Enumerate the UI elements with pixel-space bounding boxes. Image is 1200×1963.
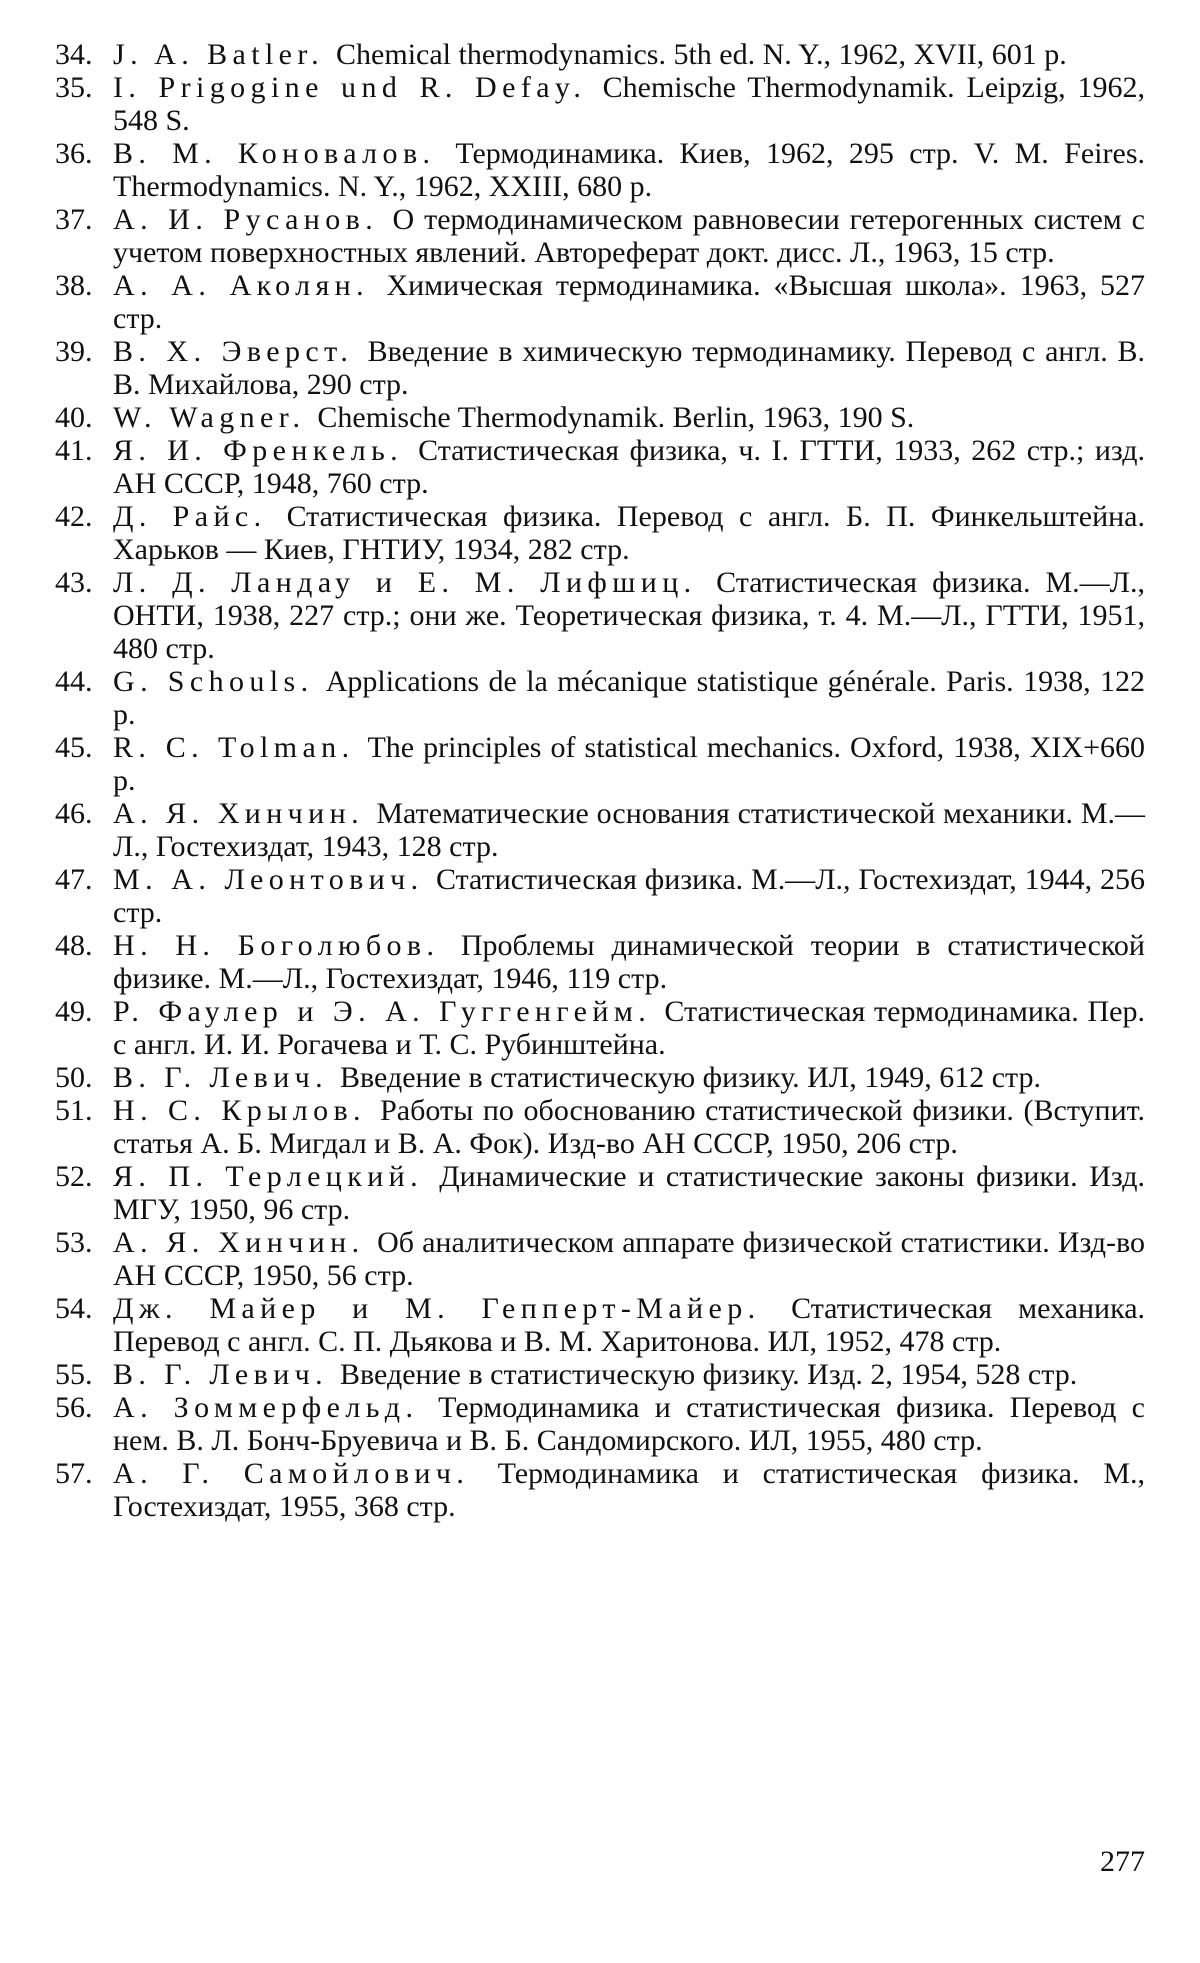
reference-item <box>55 1160 1145 1226</box>
reference-text: Термодинамика и статистическая физика. Перевод с нем. В. Л. Бонч-Бруевича и В. Б. Сандомирского. ИЛ, 1955, 480 стр. <box>113 1391 1146 1457</box>
reference-number: 57. <box>55 1457 93 1490</box>
reference-number: 37. <box>55 203 93 236</box>
reference-text: Проблемы динамической теории в статистической физике. М.—Л., Гостехиздат, 1946, 119 стр. <box>113 929 1145 995</box>
reference-item <box>55 665 1145 731</box>
reference-item <box>55 335 1145 401</box>
reference-number: 39. <box>55 335 93 368</box>
reference-author: I. Prigogine und R. Defay. <box>113 71 587 104</box>
reference-number: 42. <box>55 500 93 533</box>
reference-text: Статистическая физика, ч. I. ГТТИ, 1933, 262 стр.; изд. АН СССР, 1948, 760 стр. <box>113 434 1145 500</box>
page-number: 277 <box>1100 1845 1145 1878</box>
reference-author: Н. С. Крылов. <box>113 1094 366 1127</box>
reference-author: Н. Н. Боголюбов. <box>113 929 440 962</box>
reference-number: 38. <box>55 269 93 302</box>
reference-number: 46. <box>55 797 93 830</box>
reference-item <box>55 995 1145 1061</box>
reference-text: Chemische Thermodynamik. Berlin, 1963, 190 S. <box>317 401 915 434</box>
reference-item <box>55 731 1145 797</box>
reference-author: А. И. Русанов. <box>113 203 379 236</box>
reference-page <box>55 38 1145 1523</box>
reference-item <box>55 863 1145 929</box>
reference-author: А. Я. Хинчин. <box>113 1226 365 1259</box>
reference-number: 56. <box>55 1391 93 1424</box>
reference-number: 54. <box>55 1292 93 1325</box>
reference-number: 55. <box>55 1358 93 1391</box>
reference-item <box>55 1292 1145 1358</box>
reference-text: Статистическая физика. М.—Л., ОНТИ, 1938, 227 стр.; они же. Теоретическая физика, т. 4. М.—Л., ГТТИ, 1951, 480 стр. <box>113 566 1146 665</box>
reference-text: Введение в статистическую физику. ИЛ, 1949, 612 стр. <box>340 1061 1041 1094</box>
reference-text: Статистическая термодинамика. Пер. с англ. И. И. Рогачева и Т. С. Рубинштейна. <box>113 995 1145 1061</box>
reference-number: 41. <box>55 434 93 467</box>
reference-text: Работы по обоснованию статистической физики. (Вступит. статья А. Б. Мигдал и В. А. Фок). Изд-во АН СССР, 1950, 206 стр. <box>113 1094 1146 1160</box>
reference-text: Applications de la mécanique statistique générale. Paris. 1938, 122 p. <box>113 665 1146 731</box>
reference-item <box>55 1358 1145 1391</box>
reference-author: А. Я. Хинчин. <box>113 797 364 830</box>
reference-number: 52. <box>55 1160 93 1193</box>
reference-item <box>55 1391 1145 1457</box>
reference-item <box>55 203 1145 269</box>
reference-number: 35. <box>55 71 93 104</box>
reference-item <box>55 500 1145 566</box>
reference-author: R. C. Tolman. <box>113 731 355 764</box>
reference-item <box>55 71 1145 137</box>
reference-text: Термодинамика. Киев, 1962, 295 стр. V. M. Feires. Thermodynamics. N. Y., 1962, XXIII, 680 p. <box>113 137 1145 203</box>
reference-author: Я. И. Френкель. <box>113 434 404 467</box>
reference-text: Статистическая физика. М.—Л., Гостехиздат, 1944, 256 стр. <box>113 863 1146 929</box>
reference-item <box>55 434 1145 500</box>
reference-text: Chemical thermodynamics. 5th ed. N. Y., 1962, XVII, 601 p. <box>336 38 1067 71</box>
reference-number: 53. <box>55 1226 93 1259</box>
reference-author: Л. Д. Ландау и Е. М. Лифшиц. <box>113 566 697 599</box>
reference-number: 44. <box>55 665 93 698</box>
reference-item <box>55 401 1145 434</box>
reference-item <box>55 1457 1145 1523</box>
reference-author: В. Г. Левич. <box>113 1358 329 1391</box>
reference-item <box>55 137 1145 203</box>
reference-author: J. A. Batler. <box>113 38 325 71</box>
reference-number: 51. <box>55 1094 93 1127</box>
reference-number: 40. <box>55 401 93 434</box>
reference-author: А. А. Аколян. <box>113 269 370 302</box>
reference-text: Химическая термодинамика. «Высшая школа». 1963, 527 стр. <box>113 269 1145 335</box>
reference-item <box>55 929 1145 995</box>
reference-item <box>55 1061 1145 1094</box>
reference-list <box>55 38 1145 1523</box>
reference-number: 47. <box>55 863 93 896</box>
reference-item <box>55 1094 1145 1160</box>
reference-text: Chemische Thermodynamik. Leipzig, 1962, 548 S. <box>113 71 1145 137</box>
reference-author: Р. Фаулер и Э. А. Гуггенгейм. <box>113 995 652 1028</box>
reference-author: G. Schouls. <box>113 665 314 698</box>
reference-item <box>55 1226 1145 1292</box>
reference-text: О термодинамическом равновесии гетерогенных систем с учетом поверхностных явлений. Автореферат докт. дисс. Л., 1963, 15 стр. <box>113 203 1145 269</box>
reference-number: 43. <box>55 566 93 599</box>
reference-number: 48. <box>55 929 93 962</box>
reference-text: Математические основания статистической механики. М.—Л., Гостехиздат, 1943, 128 стр. <box>113 797 1146 863</box>
reference-text: The principles of statistical mechanics. Oxford, 1938, XIX+660 p. <box>113 731 1145 797</box>
reference-number: 45. <box>55 731 93 764</box>
reference-author: Д. Райс. <box>113 500 267 533</box>
reference-text: Введение в химическую термодинамику. Перевод с англ. В. В. Михайлова, 290 стр. <box>113 335 1146 401</box>
reference-author: А. Г. Самойлович. <box>113 1457 470 1490</box>
reference-author: W. Wagner. <box>113 401 306 434</box>
reference-author: М. А. Леонтович. <box>113 863 424 896</box>
reference-author: В. Х. Эверст. <box>113 335 354 368</box>
reference-text: Статистическая физика. Перевод с англ. Б. П. Финкельштейна. Харьков — Киев, ГНТИУ, 1934, 282 стр. <box>113 500 1145 566</box>
reference-author: А. Зоммерфельд. <box>113 1391 419 1424</box>
reference-number: 50. <box>55 1061 93 1094</box>
reference-author: Я. П. Терлецкий. <box>113 1160 424 1193</box>
reference-item <box>55 269 1145 335</box>
reference-number: 49. <box>55 995 93 1028</box>
reference-text: Динамические и статистические законы физики. Изд. МГУ, 1950, 96 стр. <box>113 1160 1145 1226</box>
reference-number: 34. <box>55 38 93 71</box>
reference-text: Введение в статистическую физику. Изд. 2, 1954, 528 стр. <box>340 1358 1078 1391</box>
reference-text: Об аналитическом аппарате физической статистики. Изд-во АН СССР, 1950, 56 стр. <box>113 1226 1146 1292</box>
reference-author: В. Г. Левич. <box>113 1061 329 1094</box>
reference-author: Дж. Майер и М. Гепперт-Майер. <box>113 1292 761 1325</box>
reference-author: В. М. Коновалов. <box>113 137 436 170</box>
reference-text: Термодинамика и статистическая физика. М., Гостехиздат, 1955, 368 стр. <box>113 1457 1146 1523</box>
reference-item <box>55 38 1145 71</box>
reference-item <box>55 566 1145 665</box>
reference-text: Статистическая механика. Перевод с англ. С. П. Дьякова и В. М. Харитонова. ИЛ, 1952, 478 стр. <box>113 1292 1146 1358</box>
reference-number: 36. <box>55 137 93 170</box>
reference-item <box>55 797 1145 863</box>
